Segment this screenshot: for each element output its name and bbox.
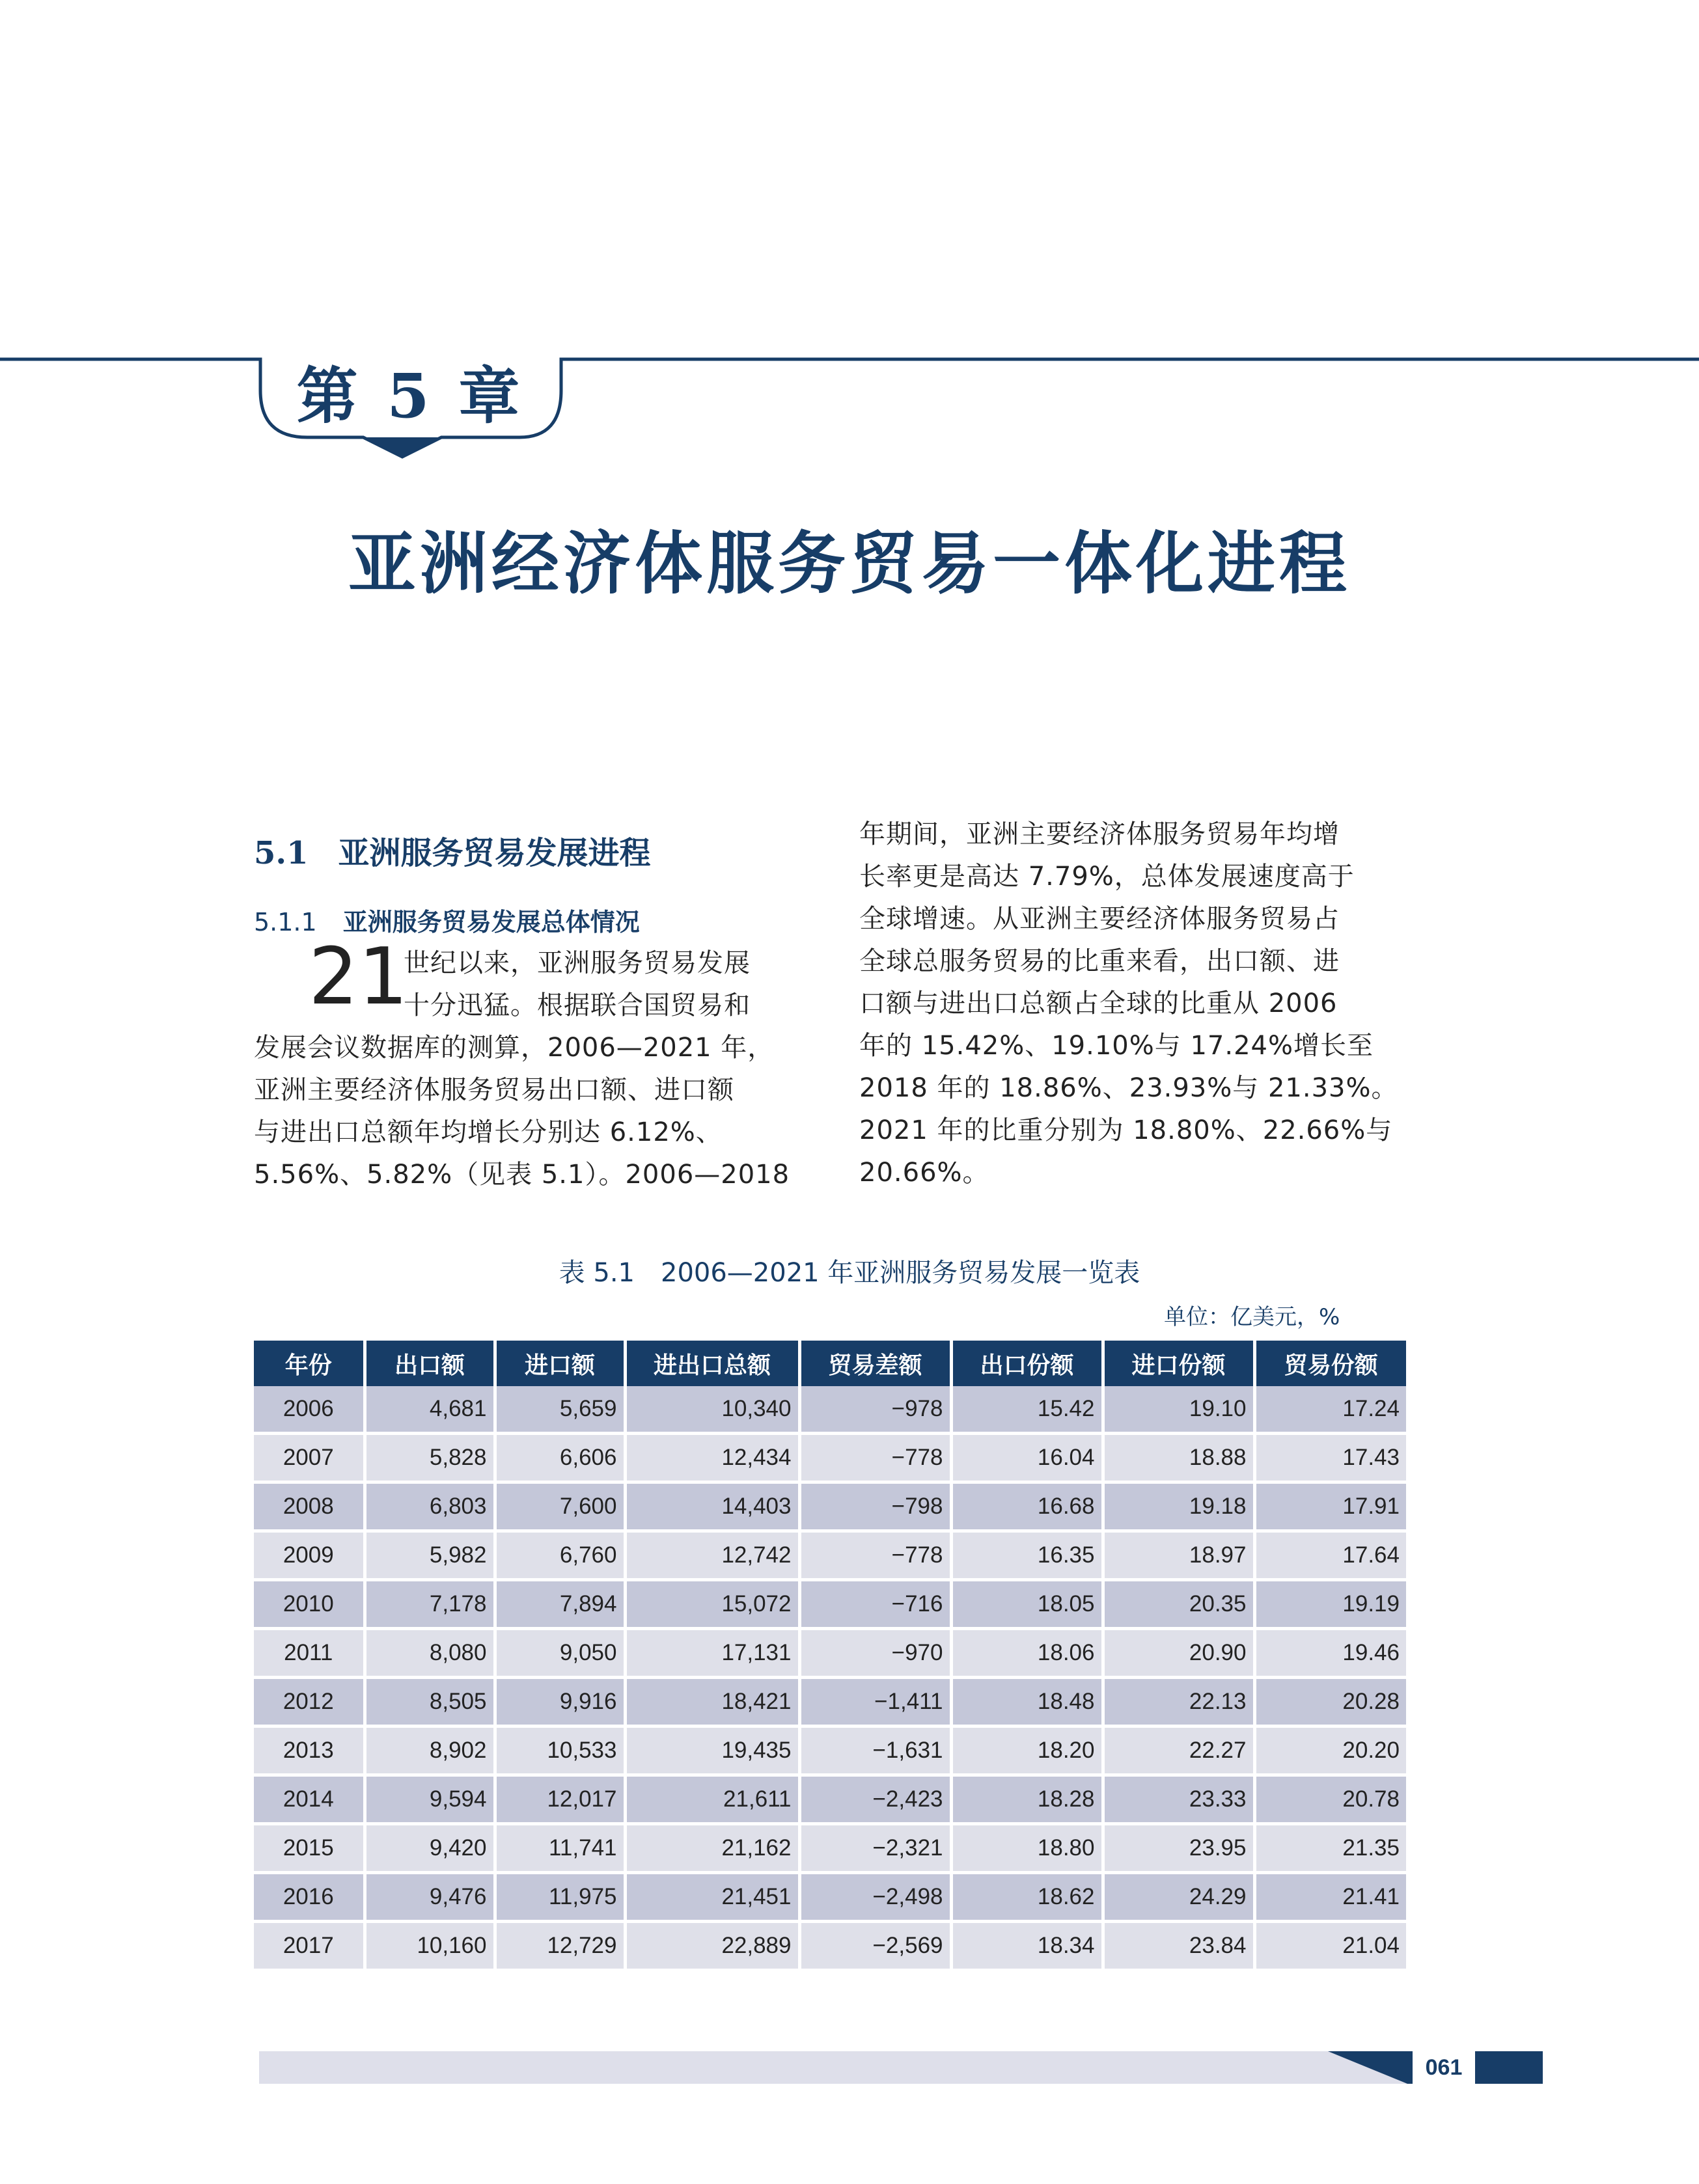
table-cell: 21.41 <box>1254 1873 1406 1922</box>
table-cell: 5,828 <box>365 1434 495 1482</box>
year-cell: 2016 <box>254 1873 365 1922</box>
table-cell: 18.34 <box>951 1922 1103 1971</box>
table-cell: 19.46 <box>1254 1629 1406 1678</box>
paragraph-line: 2018 年的 18.86%、23.93%与 21.33%。 <box>859 1073 1398 1103</box>
table-caption-number: 表 5.1 <box>559 1258 635 1288</box>
table-cell: 5,982 <box>365 1531 495 1580</box>
table-row <box>254 1775 1406 1824</box>
table-cell: 9,050 <box>495 1629 625 1678</box>
table-cell: 23.84 <box>1103 1922 1254 1971</box>
table-row <box>254 1629 1406 1678</box>
paragraph-line: 发展会议数据库的测算，2006—2021 年， <box>254 1033 775 1063</box>
table-cell: 19,435 <box>625 1727 799 1775</box>
table-header-row <box>254 1341 1406 1386</box>
paragraph-line: 亚洲主要经济体服务贸易出口额、进口额 <box>254 1075 734 1105</box>
paragraph-line: 全球增速。从亚洲主要经济体服务贸易占 <box>859 904 1340 934</box>
table-cell: 23.33 <box>1103 1775 1254 1824</box>
table-cell: −778 <box>799 1434 951 1482</box>
year-cell: 2012 <box>254 1678 365 1727</box>
column-header: 出口份额 <box>951 1341 1103 1386</box>
table-cell: 16.04 <box>951 1434 1103 1482</box>
body-paragraph-left <box>254 942 807 1196</box>
table-cell: 20.35 <box>1103 1580 1254 1629</box>
table-cell: 18.88 <box>1103 1434 1254 1482</box>
column-header: 出口额 <box>365 1341 495 1386</box>
table-cell: 20.20 <box>1254 1727 1406 1775</box>
column-header: 贸易差额 <box>799 1341 951 1386</box>
table-cell: 8,080 <box>365 1629 495 1678</box>
year-cell: 2008 <box>254 1482 365 1531</box>
paragraph-line: 年的 15.42%、19.10%与 17.24%增长至 <box>859 1031 1374 1061</box>
table-cell: 24.29 <box>1103 1873 1254 1922</box>
table-cell: 18,421 <box>625 1678 799 1727</box>
column-header: 进口额 <box>495 1341 625 1386</box>
year-cell: 2010 <box>254 1580 365 1629</box>
drop-cap: 21 <box>309 932 408 1022</box>
table-cell: 18.05 <box>951 1580 1103 1629</box>
table-cell: 6,760 <box>495 1531 625 1580</box>
table-row <box>254 1873 1406 1922</box>
table-cell: 18.80 <box>951 1824 1103 1873</box>
paragraph-line: 长率更是高达 7.79%，总体发展速度高于 <box>859 862 1355 892</box>
table-cell: 18.06 <box>951 1629 1103 1678</box>
table-cell: 8,505 <box>365 1678 495 1727</box>
paragraph-line: 20.66%。 <box>859 1158 989 1188</box>
table-cell: 22,889 <box>625 1922 799 1971</box>
table-cell: −716 <box>799 1580 951 1629</box>
table-cell: 18.48 <box>951 1678 1103 1727</box>
year-cell: 2011 <box>254 1629 365 1678</box>
table-cell: 21.35 <box>1254 1824 1406 1873</box>
table-cell: −798 <box>799 1482 951 1531</box>
year-cell: 2009 <box>254 1531 365 1580</box>
column-header: 进口份额 <box>1103 1341 1254 1386</box>
table-cell: 9,916 <box>495 1678 625 1727</box>
table-cell: 19.10 <box>1103 1386 1254 1434</box>
table-cell: −778 <box>799 1531 951 1580</box>
table-row <box>254 1580 1406 1629</box>
table-cell: 18.20 <box>951 1727 1103 1775</box>
table-cell: 11,741 <box>495 1824 625 1873</box>
table-cell: 19.18 <box>1103 1482 1254 1531</box>
table-cell: 17.24 <box>1254 1386 1406 1434</box>
table-cell: 9,594 <box>365 1775 495 1824</box>
table-cell: 12,742 <box>625 1531 799 1580</box>
table-cell: 6,803 <box>365 1482 495 1531</box>
table-cell: 20.78 <box>1254 1775 1406 1824</box>
column-header: 进出口总额 <box>625 1341 799 1386</box>
table-cell: 18.62 <box>951 1873 1103 1922</box>
chapter-title: 亚洲经济体服务贸易一体化进程 <box>348 524 1351 603</box>
table-caption <box>0 1252 1699 1289</box>
subsection-number: 5.1.1 <box>254 908 317 936</box>
table-row <box>254 1922 1406 1971</box>
table-cell: −2,569 <box>799 1922 951 1971</box>
year-cell: 2014 <box>254 1775 365 1824</box>
table-row <box>254 1531 1406 1580</box>
table-cell: 21,611 <box>625 1775 799 1824</box>
paragraph-line: 5.56%、5.82%（见表 5.1）。2006—2018 <box>254 1160 790 1190</box>
table-cell: 19.19 <box>1254 1580 1406 1629</box>
year-cell: 2007 <box>254 1434 365 1482</box>
table-cell: 17.91 <box>1254 1482 1406 1531</box>
table-cell: 16.35 <box>951 1531 1103 1580</box>
table-cell: 9,420 <box>365 1824 495 1873</box>
table-row <box>254 1482 1406 1531</box>
table-cell: 23.95 <box>1103 1824 1254 1873</box>
paragraph-line: 十分迅猛。根据联合国贸易和 <box>404 990 751 1020</box>
subsection-title: 亚洲服务贸易发展总体情况 <box>342 908 640 936</box>
year-cell: 2006 <box>254 1386 365 1434</box>
page-number: 061 <box>1425 2055 1463 2080</box>
table-cell: 15.42 <box>951 1386 1103 1434</box>
year-cell: 2017 <box>254 1922 365 1971</box>
table-cell: 21,162 <box>625 1824 799 1873</box>
paragraph-line: 世纪以来，亚洲服务贸易发展 <box>404 948 751 978</box>
table-cell: 10,340 <box>625 1386 799 1434</box>
table-row <box>254 1727 1406 1775</box>
table-cell: 6,606 <box>495 1434 625 1482</box>
year-cell: 2015 <box>254 1824 365 1873</box>
table-cell: −2,423 <box>799 1775 951 1824</box>
table-cell: 17,131 <box>625 1629 799 1678</box>
table-cell: 14,403 <box>625 1482 799 1531</box>
table-cell: −1,631 <box>799 1727 951 1775</box>
table-row <box>254 1678 1406 1727</box>
data-table <box>254 1341 1406 1972</box>
column-header: 贸易份额 <box>1254 1341 1406 1386</box>
table-row <box>254 1824 1406 1873</box>
table-cell: 7,600 <box>495 1482 625 1531</box>
table-cell: −1,411 <box>799 1678 951 1727</box>
banner-pointer-icon <box>363 437 441 457</box>
table-cell: 4,681 <box>365 1386 495 1434</box>
table-cell: 16.68 <box>951 1482 1103 1531</box>
column-header: 年份 <box>254 1341 365 1386</box>
table-cell: 12,729 <box>495 1922 625 1971</box>
paragraph-line: 口额与进出口总额占全球的比重从 2006 <box>859 989 1338 1018</box>
table-cell: 7,894 <box>495 1580 625 1629</box>
table-cell: −2,321 <box>799 1824 951 1873</box>
table-cell: 21.04 <box>1254 1922 1406 1971</box>
table-unit-note: 单位：亿美元，% <box>1164 1304 1340 1330</box>
body-paragraph-right <box>859 813 1413 1194</box>
table-cell: 10,533 <box>495 1727 625 1775</box>
table-cell: 20.28 <box>1254 1678 1406 1727</box>
table-cell: 12,017 <box>495 1775 625 1824</box>
table-cell: 22.13 <box>1103 1678 1254 1727</box>
table-cell: −970 <box>799 1629 951 1678</box>
table-cell: 12,434 <box>625 1434 799 1482</box>
table-cell: 11,975 <box>495 1873 625 1922</box>
section-heading <box>254 828 651 873</box>
table-cell: 17.43 <box>1254 1434 1406 1482</box>
table-cell: 7,178 <box>365 1580 495 1629</box>
table-cell: 18.28 <box>951 1775 1103 1824</box>
paragraph-line: 与进出口总额年均增长分别达 6.12%、 <box>254 1117 723 1147</box>
section-title: 亚洲服务贸易发展进程 <box>338 835 651 871</box>
table-cell: 9,476 <box>365 1873 495 1922</box>
table-cell: 10,160 <box>365 1922 495 1971</box>
section-number: 5.1 <box>254 835 309 871</box>
table-cell: 18.97 <box>1103 1531 1254 1580</box>
table-cell: 15,072 <box>625 1580 799 1629</box>
paragraph-line: 全球总服务贸易的比重来看，出口额、进 <box>859 946 1340 976</box>
table-cell: 8,902 <box>365 1727 495 1775</box>
chapter-banner-frame <box>0 0 1699 469</box>
paragraph-line: 年期间，亚洲主要经济体服务贸易年均增 <box>859 819 1340 849</box>
table-cell: 17.64 <box>1254 1531 1406 1580</box>
paragraph-line: 2021 年的比重分别为 18.80%、22.66%与 <box>859 1115 1393 1145</box>
year-cell: 2013 <box>254 1727 365 1775</box>
table-row <box>254 1386 1406 1434</box>
table-cell: −2,498 <box>799 1873 951 1922</box>
table-cell: 22.27 <box>1103 1727 1254 1775</box>
table-caption-title: 2006—2021 年亚洲服务贸易发展一览表 <box>661 1258 1140 1288</box>
table-body <box>254 1386 1406 1971</box>
table-cell: 5,659 <box>495 1386 625 1434</box>
table-cell: 20.90 <box>1103 1629 1254 1678</box>
table-row <box>254 1434 1406 1482</box>
chapter-label: 第 5 章 <box>296 360 524 432</box>
table-cell: 21,451 <box>625 1873 799 1922</box>
table-cell: −978 <box>799 1386 951 1434</box>
